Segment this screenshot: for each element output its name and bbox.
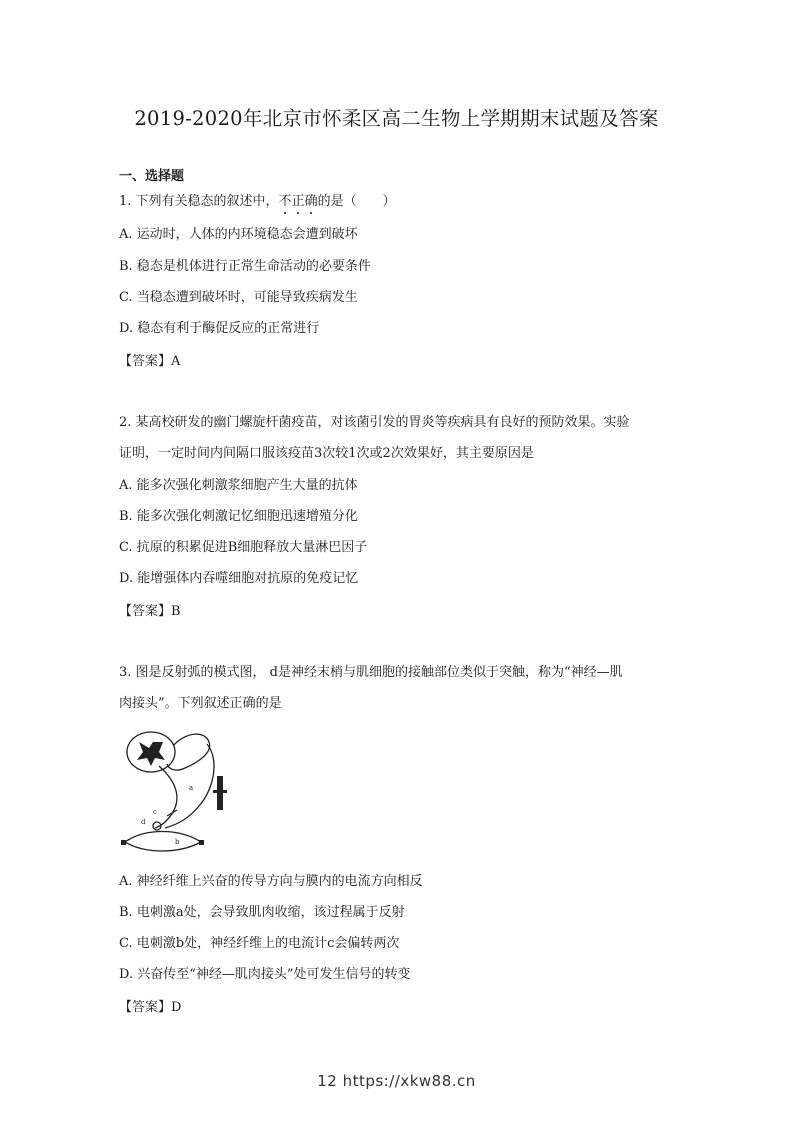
stimulator-bar — [213, 790, 227, 793]
question-3-option-a: A. 神经纤维上兴奋的传导方向与膜内的电流方向相反 — [119, 874, 423, 889]
emphasis-char: 不 — [278, 194, 292, 209]
tendon-left — [121, 840, 126, 845]
question-1-answer: 【答案】A — [119, 354, 181, 369]
question-1-option-c: C. 当稳态遭到破坏时，可能导致疾病发生 — [119, 290, 358, 305]
question-1-option-a: A. 运动时，人体的内环境稳态会遭到破坏 — [119, 227, 358, 242]
emphasis-char: 正 — [291, 194, 305, 209]
label-a: a — [189, 784, 194, 792]
question-2-stem-line2: 证明，一定时间内间隔口服该疫苗3次较1次或2次效果好，其主要原因是 — [119, 446, 534, 461]
label-c: c — [153, 808, 157, 816]
dorsal-root — [167, 734, 210, 770]
question-1-stem-tail: 的是（ ） — [317, 194, 396, 209]
question-2-option-c: C. 抗原的积累促进B细胞释放大量淋巴因子 — [119, 540, 368, 555]
section-heading: 一、选择题 — [119, 169, 185, 184]
question-2-option-a: A. 能多次强化刺激浆细胞产生大量的抗体 — [119, 478, 358, 493]
question-1-option-d: D. 稳态有利于酶促反应的正常进行 — [119, 321, 320, 336]
question-3-option-b: B. 电刺激a处，会导致肌肉收缩，该过程属于反射 — [119, 905, 405, 920]
question-2-option-d: D. 能增强体内吞噬细胞对抗原的免疫记忆 — [119, 571, 359, 586]
emphasis-char: 确 — [304, 194, 318, 209]
reflex-arc-diagram — [119, 728, 239, 853]
electrode-wire — [167, 810, 177, 816]
label-d: d — [141, 818, 146, 826]
label-b: b — [175, 838, 180, 846]
question-3-stem-line2: 肉接头”。下列叙述正确的是 — [119, 696, 282, 711]
efferent-nerve — [155, 766, 177, 828]
page-footer: 12 https://xkw88.cn — [317, 1072, 476, 1090]
question-2-answer: 【答案】B — [119, 604, 181, 619]
grey-matter — [137, 742, 165, 766]
question-3-stem-line1: 3. 图是反射弧的模式图， d是神经末梢与肌细胞的接触部位类似于突触，称为“神经—肌 — [119, 665, 623, 680]
question-2-stem-line1: 2. 某高校研发的幽门螺旋杆菌疫苗，对该菌引发的胃炎等疾病具有良好的预防效果。实验 — [119, 415, 630, 430]
muscle — [125, 832, 201, 852]
page-title: 2019-2020年北京市怀柔区高二生物上学期期末试题及答案 — [134, 107, 659, 130]
question-3-option-c: C. 电刺激b处，神经纤维上的电流计c会偏转两次 — [119, 936, 400, 951]
question-3-answer: 【答案】D — [119, 1000, 182, 1015]
question-1-stem-text: 1. 下列有关稳态的叙述中， — [119, 194, 279, 209]
question-1-option-b: B. 稳态是机体进行正常生命活动的必要条件 — [119, 259, 371, 274]
question-2-option-b: B. 能多次强化刺激记忆细胞迅速增殖分化 — [119, 509, 358, 524]
tendon-right — [199, 840, 204, 845]
question-3-option-d: D. 兴奋传至“神经—肌肉接头”处可发生信号的转变 — [119, 967, 411, 982]
question-1-stem — [119, 194, 396, 210]
